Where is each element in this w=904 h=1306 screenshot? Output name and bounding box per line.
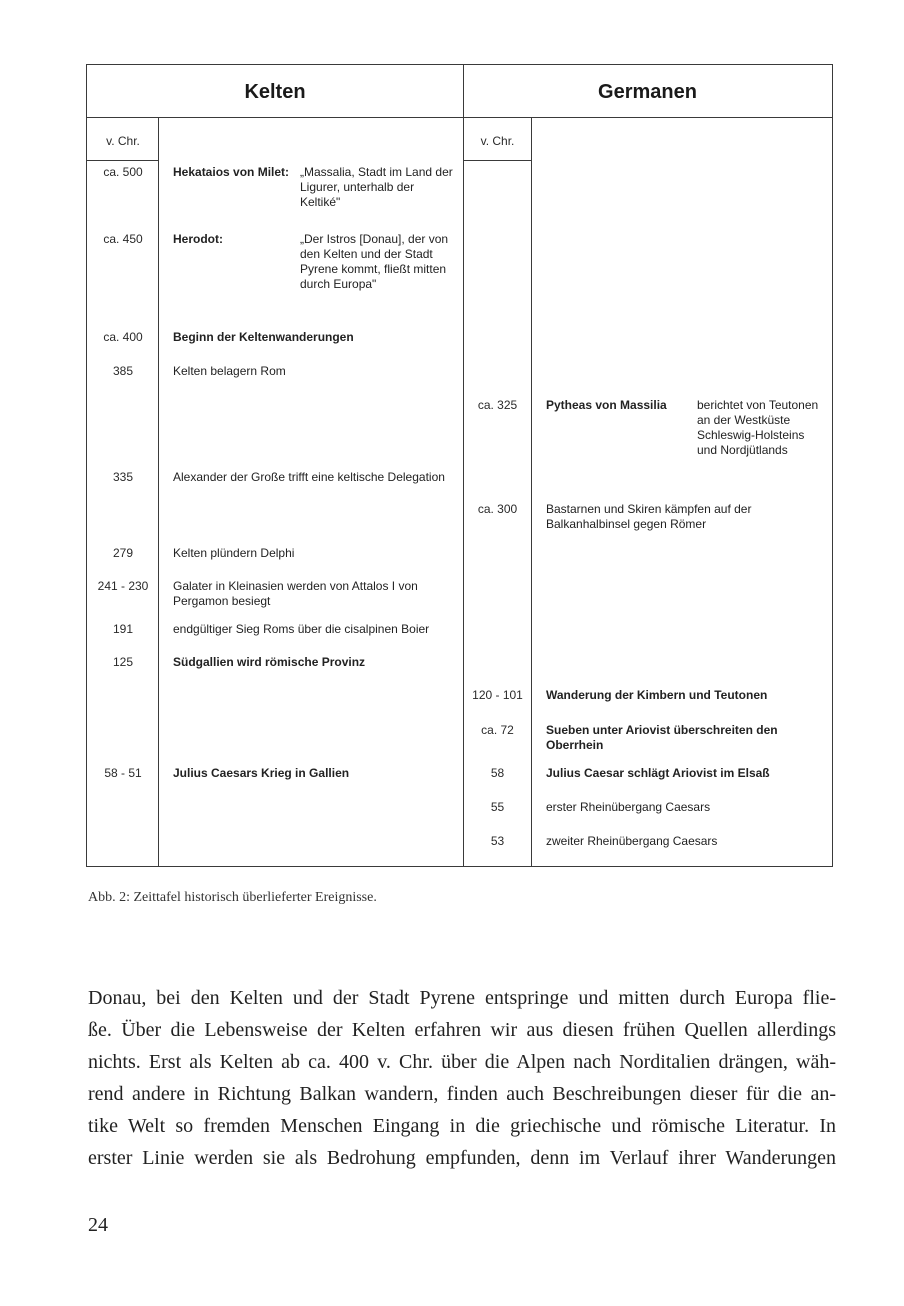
header-rule xyxy=(87,117,832,118)
germanen-date: ca. 325 xyxy=(477,398,518,412)
kelten-event-quote xyxy=(300,165,453,210)
figure-caption: Abb. 2: Zeittafel historisch überlieferter Ereignisse. xyxy=(88,890,377,905)
germanen-date: ca. 72 xyxy=(481,723,514,737)
germanen-event xyxy=(546,723,778,753)
event-line: Bastarnen und Skiren kämpfen auf der xyxy=(546,502,752,516)
event-line: an der Westküste xyxy=(697,413,791,427)
body-line: tike Welt so fremden Menschen Eingang in die griechische und römische Literatur. In xyxy=(88,1115,836,1137)
germanen-event: erster Rheinübergang Caesars xyxy=(546,800,711,814)
body-line: Donau, bei den Kelten und der Stadt Pyrene entspringe und mitten durch Europa flie- xyxy=(88,987,836,1009)
era-rule-right xyxy=(463,160,532,161)
event-line: berichtet von Teutonen xyxy=(697,398,819,412)
kelten-date: 58 - 51 xyxy=(104,766,142,780)
germanen-event: Wanderung der Kimbern und Teutonen xyxy=(546,688,768,702)
page-number: 24 xyxy=(88,1214,108,1236)
body-line: rend andere in Richtung Balkan wandern, finden auch Beschreibungen dieser für die an- xyxy=(88,1083,836,1105)
germanen-event: Julius Caesar schlägt Ariovist im Elsaß xyxy=(546,766,770,780)
germanen-event-name: Pytheas von Massilia xyxy=(546,398,667,412)
event-line: Galater in Kleinasien werden von Attalos I von xyxy=(173,579,418,593)
era-rule-left xyxy=(87,160,159,161)
body-line: ße. Über die Lebensweise der Kelten erfahren wir aus diesen frühen Quellen allerdings xyxy=(88,1019,836,1041)
event-line: Pergamon besiegt xyxy=(173,594,271,608)
quote-line: „Massalia, Stadt im Land der xyxy=(300,165,453,179)
kelten-event: Alexander der Große trifft eine keltische Delegation xyxy=(173,470,445,484)
body-line: nichts. Erst als Kelten ab ca. 400 v. Chr. über die Alpen nach Norditalien drängen, wäh- xyxy=(88,1051,836,1073)
quote-line: den Kelten und der Stadt xyxy=(300,247,433,261)
kelten-event-name: Hekataios von Milet: xyxy=(173,165,290,179)
timeline-table xyxy=(86,64,833,867)
kelten-date: 335 xyxy=(112,470,134,484)
kelten-event: Kelten plündern Delphi xyxy=(173,546,295,560)
kelten-event-quote xyxy=(300,232,448,292)
event-line: und Nordjütlands xyxy=(697,443,788,457)
quote-line: Ligurer, unterhalb der xyxy=(300,180,415,194)
kelten-date: 279 xyxy=(112,546,134,560)
germanen-date: 53 xyxy=(490,834,505,848)
kelten-date: ca. 400 xyxy=(103,330,143,344)
kelten-event: Beginn der Keltenwanderungen xyxy=(173,330,354,344)
quote-line: Keltiké" xyxy=(300,195,341,209)
event-line: Oberrhein xyxy=(546,738,604,752)
event-line: Balkanhalbinsel gegen Römer xyxy=(546,517,707,531)
kelten-date: 241 - 230 xyxy=(97,579,149,593)
germanen-event xyxy=(697,398,818,458)
germanen-event xyxy=(546,502,751,532)
kelten-event: Südgallien wird römische Provinz xyxy=(173,655,366,669)
event-line: Schleswig-Holsteins xyxy=(697,428,805,442)
body-line: erster Linie werden sie als Bedrohung empfunden, denn im Verlauf ihrer Wanderungen xyxy=(88,1147,836,1169)
event-line: Sueben unter Ariovist überschreiten den xyxy=(546,723,778,737)
germanen-date: 120 - 101 xyxy=(472,688,523,702)
kelten-event: endgültiger Sieg Roms über die cisalpinen Boier xyxy=(173,622,430,636)
column-divider-main xyxy=(463,65,464,866)
kelten-date: 191 xyxy=(112,622,134,636)
kelten-event xyxy=(173,579,418,609)
germanen-date: 58 xyxy=(490,766,505,780)
column-divider-germanen-date xyxy=(531,117,532,866)
quote-line: „Der Istros [Donau], der von xyxy=(300,232,449,246)
kelten-date: 385 xyxy=(112,364,134,378)
header-kelten: Kelten xyxy=(244,81,306,103)
kelten-event-name: Herodot: xyxy=(173,232,223,246)
germanen-date: ca. 300 xyxy=(477,502,518,516)
header-germanen: Germanen xyxy=(598,81,697,103)
quote-line: Pyrene kommt, fließt mitten xyxy=(300,262,447,276)
germanen-date: 55 xyxy=(490,800,505,814)
kelten-event: Kelten belagern Rom xyxy=(173,364,286,378)
quote-line: durch Europa" xyxy=(300,277,377,291)
era-label-germanen: v. Chr. xyxy=(480,134,515,148)
column-divider-kelten-date xyxy=(158,117,159,866)
germanen-event: zweiter Rheinübergang Caesars xyxy=(546,834,718,848)
kelten-event: Julius Caesars Krieg in Gallien xyxy=(173,766,350,780)
kelten-date: 125 xyxy=(112,655,134,669)
kelten-date: ca. 500 xyxy=(103,165,143,179)
era-label-kelten: v. Chr. xyxy=(106,134,140,148)
body-paragraph xyxy=(88,982,836,1174)
kelten-date: ca. 450 xyxy=(103,232,143,246)
